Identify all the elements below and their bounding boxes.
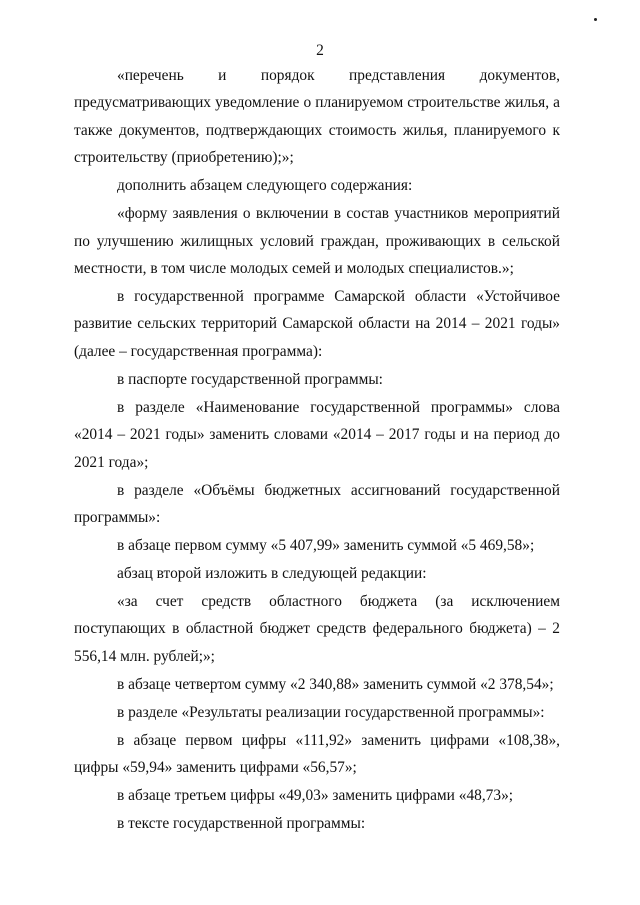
page-number: 2 bbox=[316, 42, 324, 59]
paragraph-6: в разделе «Наименование государственной программы» слова «2014 – 2021 годы» заменить словами «2014 – 2017 годы и на период до 2021 года»; bbox=[74, 398, 560, 471]
paragraph-7: в разделе «Объёмы бюджетных ассигнований государственной программы»: bbox=[74, 481, 560, 527]
scan-speck bbox=[594, 18, 597, 21]
paragraph-4: в государственной программе Самарской области «Устойчивое развитие сельских территорий Самарской области на 2014 – 2021 годы» (далее – государственная программа): bbox=[74, 288, 560, 360]
paragraph-10: «за счет средств областного бюджета (за исключением поступающих в областной бюджет средств федерального бюджета) – 2 556,14 млн. рублей;»; bbox=[74, 593, 560, 665]
document-body bbox=[74, 62, 560, 838]
paragraph-15: в тексте государственной программы: bbox=[117, 815, 366, 833]
paragraph-11: в абзаце четвертом сумму «2 340,88» заменить суммой «2 378,54»; bbox=[117, 675, 554, 693]
paragraph-3: «форму заявления о включении в состав участников мероприятий по улучшению жилищных условий граждан, проживающих в сельской местности, в том числе молодых семей и молодых специалистов.»; bbox=[74, 205, 560, 278]
paragraph-5: в паспорте государственной программы: bbox=[117, 370, 383, 388]
paragraph-9: абзац второй изложить в следующей редакции: bbox=[117, 565, 427, 583]
paragraph-1: «перечень и порядок представления документов, предусматривающих уведомление о планируемом строительстве жилья, а также документов, подтверждающих стоимость жилья, планируемого к строительству (приобретению);»; bbox=[74, 67, 560, 167]
paragraph-13: в абзаце первом цифры «111,92» заменить цифрами «108,38», цифры «59,94» заменить цифрами «56,57»; bbox=[74, 731, 560, 777]
paragraph-2: дополнить абзацем следующего содержания: bbox=[117, 177, 413, 195]
paragraph-12: в разделе «Результаты реализации государственной программы»: bbox=[117, 703, 545, 721]
paragraph-14: в абзаце третьем цифры «49,03» заменить цифрами «48,73»; bbox=[117, 787, 514, 805]
paragraph-8: в абзаце первом сумму «5 407,99» заменить суммой «5 469,58»; bbox=[117, 537, 535, 555]
